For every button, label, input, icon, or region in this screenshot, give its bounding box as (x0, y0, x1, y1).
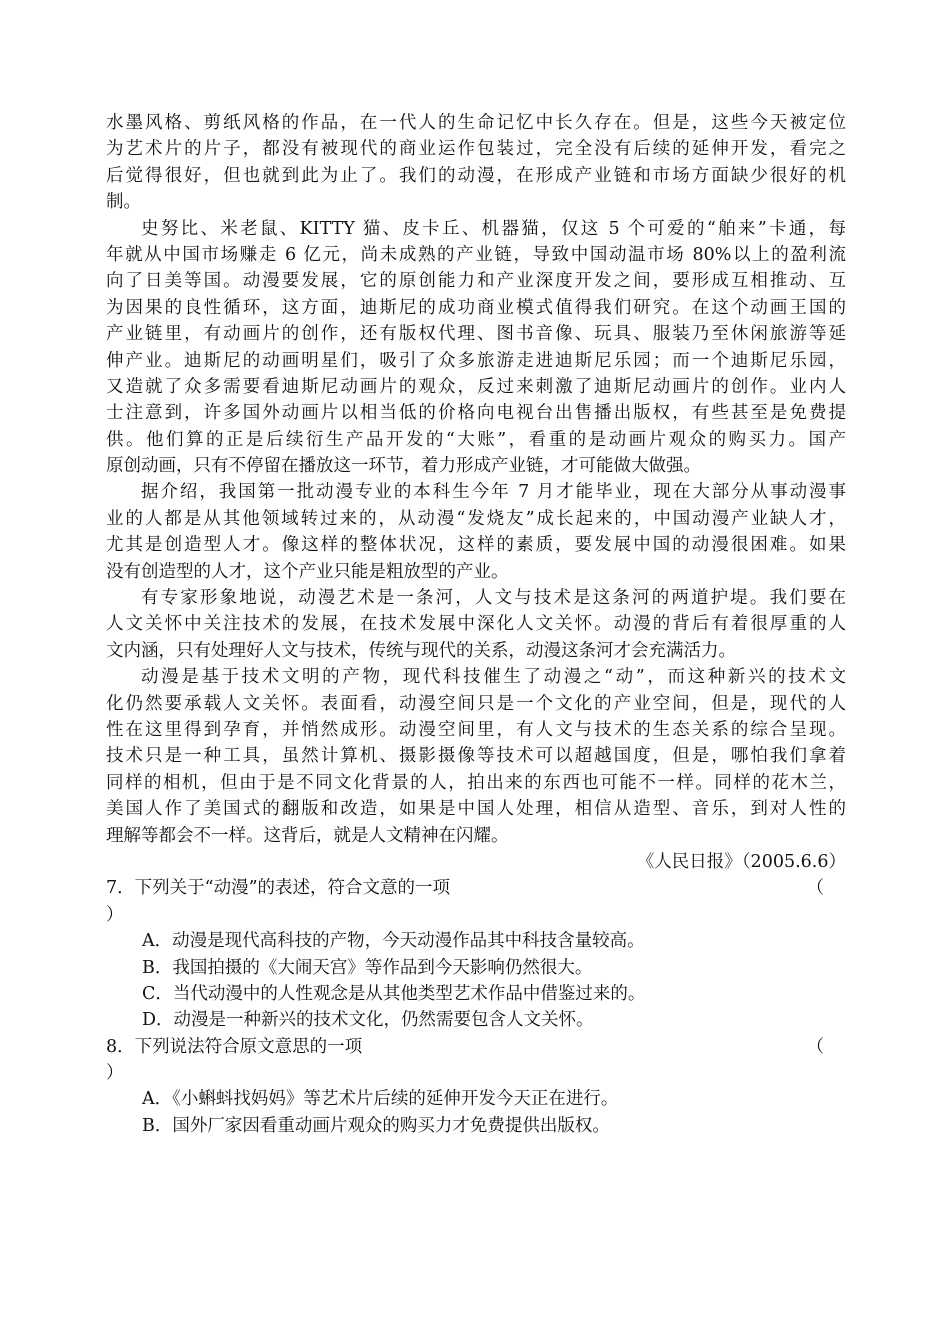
paragraph-line: 原创动画，只有不停留在播放这一环节，着力形成产业链，才可能做大做强。 (106, 456, 701, 477)
question-7 (106, 875, 846, 1033)
article-paragraph (106, 479, 846, 585)
answer-paren-close: ） (106, 1063, 124, 1084)
paragraph-line: 有专家形象地说，动漫艺术是一条河，人文与技术是这条河的两道护堤。我们要在 (141, 588, 846, 609)
paragraph-line: 人文关怀中关注技术的发展，在技术发展中深化人文关怀。动漫的背后有着很厚重的人 (106, 614, 846, 635)
paragraph-line: 为因果的良性循环，这方面，迪斯尼的成功商业模式值得我们研究。在这个动画王国的 (106, 297, 846, 318)
article-paragraph (106, 110, 846, 216)
paragraph-line: 史努比、米老鼠、KITTY 猫、皮卡丘、机器猫，仅这 5 个可爱的“舶来”卡通，每 (141, 218, 846, 239)
paragraph-line: 化仍然要承载人文关怀。表面看，动漫空间只是一个文化的产业空间，但是，现代的人 (106, 693, 846, 714)
paragraph-line: 向了日美等国。动漫要发展，它的原创能力和产业深度开发之间，要形成互相推动、互 (106, 271, 846, 292)
question-stem: 8．下列说法符合原文意思的一项 (106, 1036, 363, 1057)
paragraph-line: 后觉得很好，但也就到此为止了。我们的动漫，在形成产业链和市场方面缺少很好的机 (106, 165, 846, 186)
paragraph-line: 性在这里得到孕育，并悄然成形。动漫空间里，有人文与技术的生态关系的综合呈现。 (106, 719, 846, 740)
paragraph-line: 文内涵，只有处理好人文与技术，传统与现代的关系，动漫这条河才会充满活力。 (106, 640, 736, 661)
answer-paren-close: ） (106, 904, 124, 925)
paragraph-line: 水墨风格、剪纸风格的作品，在一代人的生命记忆中长久存在。但是，这些今天被定位 (106, 113, 846, 133)
paragraph-line: 伸产业。迪斯尼的动画明星们，吸引了众多旅游走进迪斯尼乐园；而一个迪斯尼乐园， (106, 350, 846, 371)
article-paragraph (106, 216, 846, 480)
paragraph-line: 士注意到，许多国外动画片以相当低的价格向电视台出售播出版权，有些甚至是免费提 (106, 403, 846, 424)
paragraph-line: 据介绍，我国第一批动漫专业的本科生今年 7 月才能毕业，现在大部分从事动漫事 (141, 482, 846, 503)
answer-paren-open: （ (806, 878, 824, 899)
document-page (106, 110, 846, 1139)
option-a: A．动漫是现代高科技的产物，今天动漫作品其中科技含量较高。 (142, 931, 645, 952)
paragraph-line: 为艺术片的片子，都没有被现代的商业运作包装过，完全没有后续的延伸开发，看完之 (106, 139, 846, 160)
paragraph-line: 供。他们算的正是后续衍生产品开发的“大账”，看重的是动画片观众的购买力。国产 (106, 429, 846, 450)
paragraph-line: 年就从中国市场赚走 6 亿元，尚未成熟的产业链，导致中国动温市场 80%以上的盈利流 (106, 244, 846, 265)
paragraph-line: 制。 (106, 192, 141, 213)
paragraph-line: 没有创造型的人才，这个产业只能是粗放型的产业。 (106, 561, 509, 582)
option-a: A．《小蝌蚪找妈妈》等艺术片后续的延伸开发今天正在进行。 (142, 1089, 619, 1110)
paragraph-line: 理解等都会不一样。这背后，就是人文精神在闪耀。 (106, 825, 509, 846)
paragraph-line: 业的人都是从其他领域转过来的，从动漫“发烧友”成长起来的，中国动漫产业缺人才， (106, 508, 846, 529)
question-8 (106, 1034, 846, 1140)
option-d: D．动漫是一种新兴的技术文化，仍然需要包含人文关怀。 (142, 1010, 594, 1031)
paragraph-line: 美国人作了美国式的翻版和改造，如果是中国人处理，相信从造型、音乐，到对人性的 (106, 799, 846, 820)
paragraph-line: 动漫是基于技术文明的产物，现代科技催生了动漫之“动”，而这种新兴的技术文 (141, 667, 846, 688)
option-c: C．当代动漫中的人性观念是从其他类型艺术作品中借鉴过来的。 (142, 983, 646, 1004)
option-b: B．国外厂家因看重动画片观众的购买力才免费提供出版权。 (142, 1115, 610, 1136)
article-paragraph (106, 585, 846, 664)
question-stem: 7．下列关于“动漫”的表述，符合文意的一项 (106, 878, 451, 899)
question-stem-row (106, 875, 846, 901)
paragraph-line: 同样的相机，但由于是不同文化背景的人，拍出来的东西也可能不一样。同样的花木兰， (106, 772, 846, 793)
article-source: 《人民日报》（2005.6.6） (636, 851, 846, 872)
answer-paren-open: （ (806, 1036, 824, 1057)
option-b: B．我国拍摄的《大闹天宫》等作品到今天影响仍然很大。 (142, 957, 593, 978)
question-stem-row (106, 1034, 846, 1060)
paragraph-line: 又造就了众多需要看迪斯尼动画片的观众，反过来刺激了迪斯尼动画片的创作。业内人 (106, 376, 846, 397)
article-paragraph (106, 664, 846, 849)
paragraph-line: 产业链里，有动画片的创作，还有版权代理、图书音像、玩具、服装乃至休闲旅游等延 (106, 324, 846, 345)
paragraph-line: 技术只是一种工具，虽然计算机、摄影摄像等技术可以超越国度，但是，哪怕我们拿着 (106, 746, 846, 767)
paragraph-line: 尤其是创造型人才。像这样的整体状况，这样的素质，要发展中国的动漫很困难。如果 (106, 535, 846, 556)
